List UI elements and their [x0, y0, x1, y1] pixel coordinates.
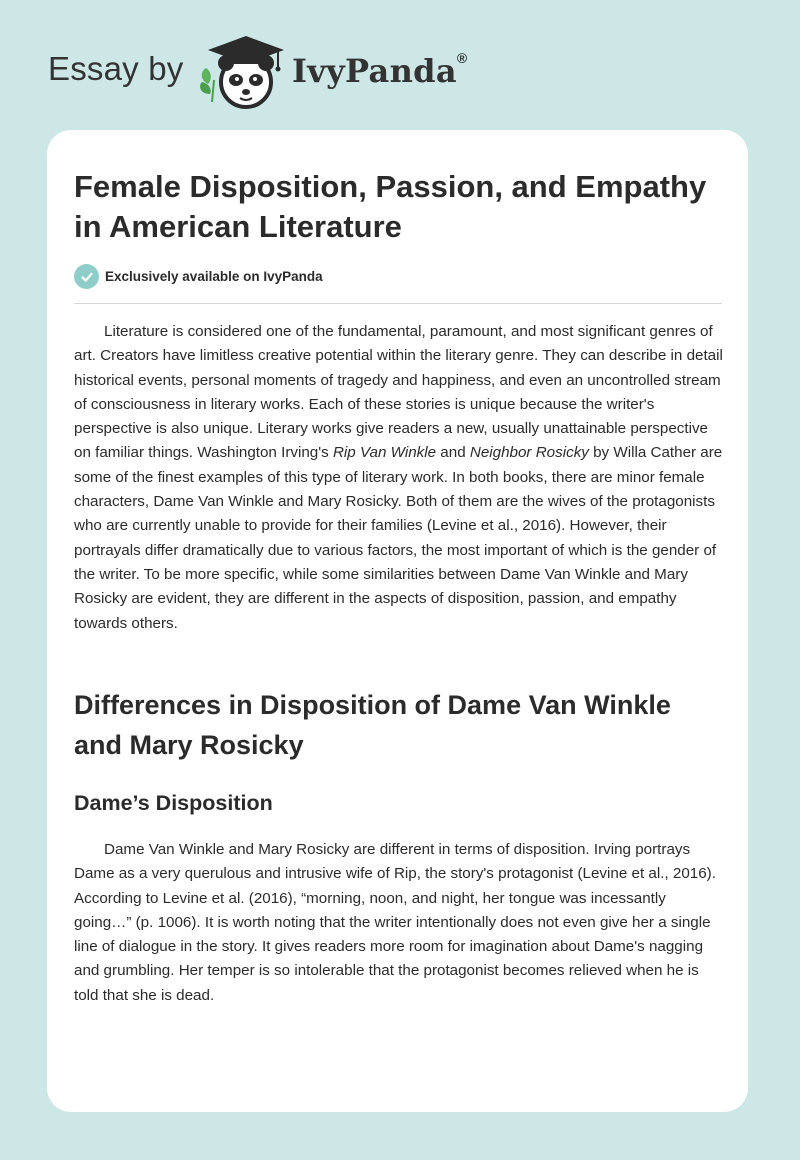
book-title-neighbor-rosicky: Neighbor Rosicky [469, 444, 589, 462]
registered-mark: ® [456, 50, 468, 66]
intro-text-2: and [436, 444, 470, 462]
check-circle-icon [74, 264, 99, 289]
book-title-rip-van-winkle: Rip Van Winkle [332, 444, 437, 462]
intro-paragraph [74, 320, 724, 636]
title-divider [74, 303, 722, 304]
section-heading: Differences in Disposition of Dame Van Winkle and Mary Rosicky [74, 690, 671, 760]
article-title: Female Disposition, Passion, and Empathy in American Literature [74, 169, 707, 244]
body-paragraph: Dame Van Winkle and Mary Rosicky are different in terms of disposition. Irving portrays Dame as a very querulous and intrusive wife of Rip, the story's protagonist (Levine et al., 2016). According to Levine et al. (2016), “morning, noon, and night, her tongue was incessantly going…” (p. 1006). It is worth noting that the writer intentionally does not even give her a single line of dialogue in the story. It gives readers more room for imagination about Dame's nagging and grumbling. Her temper is so intolerable that the protagonist becomes relieved when he is told that she is dead. [74, 841, 716, 1004]
intro-text-3: by Willa Cather are some of the finest examples of this type of literary work. In both books, there are minor female characters, Dame Van Winkle and Mary Rosicky. Both of them are the wives of the protagonists who are currently unable to provide for their families (Levine et al., 2016). However, their portrayals differ dramatically due to various factors, the most important of which is the gender of the writer. To be more specific, while some similarities between Dame Van Winkle and Mary Rosicky are evident, they are different in the aspects of disposition, passion, and empathy towards others. [74, 444, 723, 632]
article-card [47, 130, 748, 1112]
panda-logo-svg [198, 32, 288, 112]
exclusive-badge [74, 264, 323, 289]
panda-graduate-icon[interactable] [198, 32, 288, 112]
exclusive-label: Exclusively available on IvyPanda [105, 269, 323, 284]
brand-name-text: IvyPanda [292, 52, 457, 90]
intro-text-1: Literature is considered one of the fundamental, paramount, and most significant genres of art. Creators have limitless creative potential within the literary genre. They can describe in detail historical events, personal moments of tragedy and happiness, and even an uncontrolled stream of consciousness in literary works. Each of these stories is unique because the writer's perspective is also unique. Literary works give readers a new, usually unattainable perspective on familiar things. Washington Irving's [74, 323, 723, 462]
site-header [48, 30, 548, 110]
brand-name[interactable] [292, 52, 468, 90]
brand-prefix: Essay by [48, 50, 184, 87]
subsection-heading: Dame’s Disposition [74, 791, 273, 815]
